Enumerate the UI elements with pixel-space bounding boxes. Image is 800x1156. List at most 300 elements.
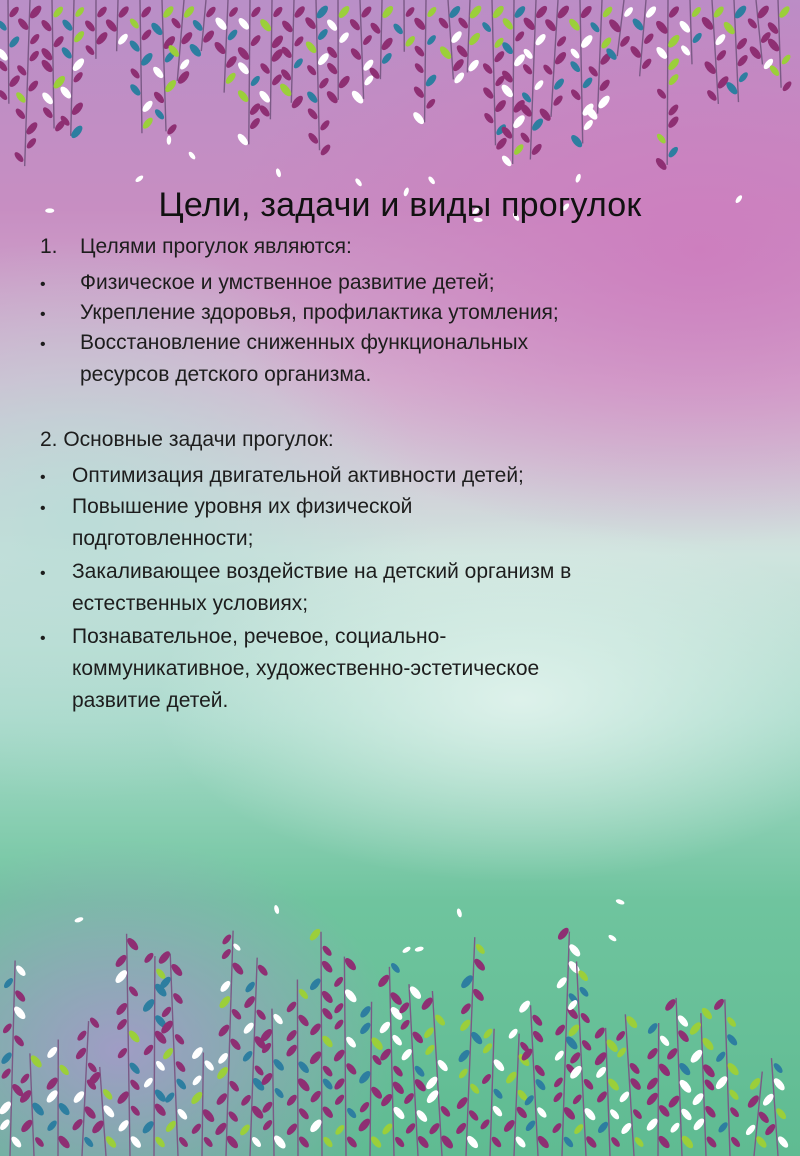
leaf-shape — [500, 154, 513, 168]
leaf-shape — [221, 933, 233, 946]
leaf-shape — [74, 6, 86, 19]
leaf-shape — [140, 28, 153, 42]
leaf-shape — [531, 1029, 545, 1044]
leaf-shape — [178, 58, 191, 71]
leaf-shape — [190, 1045, 205, 1060]
leaf-shape — [297, 987, 309, 1000]
leaf-shape — [39, 46, 54, 62]
leaf-shape — [76, 1029, 88, 1042]
leaf-shape — [393, 1135, 406, 1148]
leaf-shape — [412, 16, 427, 32]
list-item-continuation: ресурсов детского организма. — [80, 363, 372, 386]
list-item: Оптимизация двигательной активности детей; — [72, 464, 524, 487]
leaf-shape — [309, 1089, 323, 1104]
leaf-shape — [712, 997, 726, 1011]
leaf-shape — [250, 5, 263, 19]
leaf-shape — [129, 1078, 142, 1092]
leaf-shape — [2, 977, 14, 990]
leaf-shape — [176, 1107, 189, 1121]
list-item-continuation: естественных условиях; — [72, 592, 309, 615]
leaf-shape — [369, 1085, 384, 1101]
leaf-shape — [381, 1122, 394, 1136]
leaf-shape — [114, 1001, 129, 1017]
leaf-shape — [127, 1029, 142, 1044]
leaf-shape — [191, 18, 204, 32]
leaf-shape — [391, 1064, 404, 1078]
leaf-shape — [83, 19, 96, 33]
bullet-icon: • — [40, 565, 46, 582]
leaf-shape — [285, 1000, 298, 1014]
leaf-shape — [534, 1077, 547, 1091]
leaf-shape — [249, 74, 261, 87]
leaf-shape — [14, 91, 27, 105]
leaf-shape — [321, 1077, 334, 1091]
leaf-shape — [14, 964, 27, 978]
leaf-shape — [493, 50, 506, 64]
leaf-shape — [224, 54, 238, 69]
leaf-shape — [308, 1022, 322, 1037]
leaf-shape — [0, 1051, 14, 1066]
leaf-shape — [646, 1021, 659, 1035]
vine-stem — [297, 980, 298, 1156]
leaf-shape — [204, 5, 217, 19]
leaf-shape — [600, 36, 614, 50]
leaf-shape — [152, 90, 166, 105]
leaf-shape — [272, 1012, 285, 1026]
leaf-shape — [166, 123, 179, 137]
leaf-shape — [401, 946, 411, 955]
leaf-shape — [33, 1136, 45, 1149]
leaf-shape — [316, 27, 329, 41]
vine-stem — [291, 0, 294, 103]
leaf-shape — [219, 979, 232, 993]
leaf-shape — [285, 1028, 299, 1043]
vine-stem — [117, 0, 118, 51]
leaf-shape — [257, 89, 271, 104]
leaf-shape — [554, 1023, 567, 1037]
list-item: Познавательное, речевое, социально- — [72, 625, 447, 648]
leaf-shape — [578, 985, 590, 998]
leaf-shape — [170, 16, 183, 29]
vine-stem — [701, 1013, 706, 1156]
leaf-shape — [72, 71, 85, 84]
leaf-shape — [598, 78, 612, 93]
leaf-shape — [666, 57, 681, 73]
leaf-shape — [333, 975, 345, 988]
leaf-shape — [334, 1123, 346, 1136]
leaf-shape — [344, 1035, 357, 1049]
vine-stem — [513, 0, 514, 164]
leaf-shape — [425, 97, 437, 110]
leaf-shape — [427, 175, 436, 185]
leaf-shape — [433, 1013, 446, 1027]
leaf-shape — [338, 31, 351, 45]
leaf-shape — [404, 6, 416, 19]
leaf-shape — [533, 1063, 547, 1078]
leaf-shape — [94, 30, 109, 46]
vine-stem — [380, 0, 382, 79]
leaf-shape — [667, 73, 680, 87]
leaf-shape — [414, 946, 424, 953]
leaf-shape — [404, 34, 417, 48]
leaf-shape — [717, 1121, 730, 1134]
leaf-shape — [345, 1106, 358, 1119]
vine-stem — [658, 1023, 659, 1156]
leaf-shape — [58, 1063, 71, 1076]
leaf-shape — [0, 1067, 12, 1080]
leaf-shape — [777, 5, 791, 20]
leaf-shape — [232, 942, 242, 952]
leaf-shape — [13, 151, 25, 164]
leaf-shape — [242, 1021, 256, 1035]
bullet-icon: • — [40, 469, 46, 486]
leaf-shape — [729, 1106, 741, 1119]
leaf-shape — [16, 17, 30, 32]
leaf-shape — [164, 1119, 178, 1133]
leaf-shape — [633, 1136, 645, 1149]
vine-stem — [425, 0, 426, 122]
leaf-shape — [71, 1117, 85, 1132]
leaf-shape — [333, 1002, 345, 1015]
vine-stem — [771, 1058, 778, 1156]
leaf-shape — [534, 32, 548, 47]
leaf-shape — [744, 1123, 757, 1137]
leaf-shape — [114, 953, 129, 969]
leaf-shape — [402, 1091, 415, 1105]
leaf-shape — [285, 1122, 299, 1137]
vine-stem — [690, 0, 692, 64]
leaf-shape — [772, 1062, 784, 1075]
leaf-shape — [439, 1104, 452, 1118]
leaf-shape — [255, 1008, 268, 1021]
leaf-shape — [504, 1070, 518, 1085]
leaf-shape — [333, 1077, 347, 1092]
leaf-shape — [512, 143, 525, 157]
leaf-shape — [173, 1033, 186, 1046]
leaf-shape — [555, 976, 569, 990]
leaf-shape — [669, 1121, 681, 1134]
leaf-shape — [0, 1118, 11, 1132]
leaf-shape — [228, 1079, 241, 1093]
leaf-shape — [28, 32, 41, 45]
page-title: Цели, задачи и виды прогулок — [158, 186, 642, 224]
leaf-shape — [237, 16, 251, 31]
leaf-shape — [337, 74, 352, 90]
section2-heading: 2. Основные задачи прогулок: — [40, 428, 334, 451]
leaf-shape — [272, 5, 284, 18]
leaf-shape — [248, 116, 261, 130]
leaf-shape — [587, 65, 600, 78]
leaf-shape — [285, 1093, 298, 1107]
leaf-shape — [160, 1005, 173, 1019]
leaf-shape — [127, 985, 139, 998]
leaf-shape — [644, 5, 658, 20]
leaf-shape — [568, 1051, 582, 1066]
leaf-shape — [272, 1057, 286, 1072]
leaf-shape — [551, 1122, 563, 1135]
leaf-shape — [521, 63, 533, 76]
leaf-shape — [322, 1135, 335, 1148]
leaf-shape — [128, 82, 142, 97]
leaf-shape — [308, 927, 322, 942]
leaf-shape — [104, 1135, 118, 1150]
leaf-shape — [333, 1093, 346, 1106]
leaf-shape — [458, 1018, 472, 1033]
leaf-shape — [676, 1028, 690, 1043]
leaf-shape — [60, 46, 74, 61]
leaf-shape — [411, 110, 426, 126]
leaf-shape — [82, 1135, 94, 1148]
leaf-shape — [667, 145, 680, 159]
leaf-shape — [304, 40, 318, 55]
leaf-shape — [128, 1061, 142, 1076]
leaf-shape — [422, 1026, 435, 1040]
leaf-shape — [203, 1059, 216, 1072]
leaf-shape — [679, 44, 691, 57]
leaf-shape — [593, 1026, 607, 1040]
vine-stem — [140, 0, 142, 133]
leaf-shape — [129, 67, 141, 80]
leaf-shape — [655, 132, 667, 145]
leaf-shape — [0, 59, 9, 73]
leaf-shape — [552, 1076, 564, 1089]
leaf-shape — [273, 1087, 285, 1100]
leaf-shape — [640, 57, 653, 71]
leaf-shape — [705, 89, 718, 103]
leaf-shape — [531, 1013, 544, 1027]
leaf-shape — [579, 4, 594, 20]
leaf-shape — [321, 1064, 334, 1078]
list-item: Физическое и умственное развитие детей; — [80, 271, 495, 294]
leaf-shape — [345, 1135, 358, 1149]
vine-stem — [8, 0, 9, 104]
leaf-shape — [412, 85, 426, 100]
leaf-shape — [45, 1045, 59, 1059]
leaf-shape — [261, 1118, 274, 1131]
leaf-shape — [284, 1043, 298, 1058]
bullet-icon: • — [40, 630, 46, 647]
leaf-shape — [61, 18, 75, 33]
leaf-shape — [129, 1104, 141, 1117]
leaf-shape — [457, 1067, 469, 1080]
leaf-shape — [481, 1042, 494, 1055]
leaf-shape — [332, 1048, 346, 1063]
leaf-shape — [589, 21, 601, 34]
leaf-shape — [244, 980, 257, 994]
leaf-shape — [349, 47, 363, 62]
leaf-shape — [411, 1030, 425, 1045]
leaf-shape — [380, 4, 395, 20]
leaf-shape — [1, 1022, 13, 1035]
leaf-shape — [348, 17, 362, 32]
leaf-shape — [319, 119, 332, 132]
leaf-shape — [579, 1011, 591, 1024]
leaf-shape — [190, 1122, 203, 1135]
leaf-shape — [569, 88, 582, 102]
leaf-shape — [513, 4, 527, 19]
leaf-shape — [0, 89, 9, 102]
leaf-shape — [297, 1107, 310, 1121]
leaf-shape — [52, 34, 66, 49]
leaf-shape — [581, 76, 594, 90]
leaf-shape — [72, 29, 86, 44]
leaf-shape — [467, 58, 481, 73]
leaf-shape — [481, 86, 495, 101]
leaf-shape — [780, 53, 792, 66]
leaf-shape — [569, 47, 581, 60]
leaf-shape — [45, 1076, 60, 1092]
vine-stem — [344, 957, 346, 1156]
leaf-shape — [610, 1136, 622, 1149]
leaf-shape — [472, 957, 487, 972]
leaf-shape — [139, 5, 152, 19]
section1-number: 1. — [40, 235, 58, 258]
leaf-shape — [400, 1047, 414, 1062]
leaf-shape — [187, 151, 196, 161]
leaf-shape — [492, 1087, 504, 1100]
leaf-shape — [679, 1107, 693, 1122]
leaf-shape — [667, 5, 681, 20]
leaf-shape — [86, 1061, 98, 1074]
leaf-shape — [261, 1100, 274, 1114]
leaf-shape — [654, 45, 669, 61]
leaf-shape — [142, 1043, 155, 1057]
leaf-shape — [95, 5, 108, 19]
leaf-shape — [645, 1076, 660, 1092]
leaf-shape — [517, 999, 532, 1015]
leaf-shape — [573, 1123, 585, 1136]
leaf-shape — [524, 1119, 537, 1133]
vine-stem — [249, 0, 250, 144]
leaf-shape — [333, 1018, 345, 1031]
leaf-shape — [569, 60, 582, 74]
leaf-shape — [726, 1016, 738, 1029]
bullet-icon: • — [40, 276, 46, 293]
leaf-shape — [712, 5, 726, 19]
leaf-shape — [320, 1006, 334, 1021]
leaf-shape — [692, 1117, 706, 1132]
leaf-shape — [728, 1088, 741, 1101]
leaf-shape — [690, 5, 702, 18]
leaf-shape — [58, 85, 73, 100]
leaf-shape — [736, 53, 750, 68]
leaf-shape — [8, 5, 21, 19]
leaf-shape — [705, 1135, 718, 1149]
leaf-shape — [676, 1014, 690, 1029]
leaf-shape — [308, 977, 322, 992]
leaf-shape — [216, 1051, 229, 1065]
leaf-shape — [584, 1135, 598, 1150]
leaf-shape — [236, 60, 251, 76]
leaf-shape — [369, 21, 382, 35]
leaf-shape — [8, 74, 22, 89]
leaf-shape — [781, 80, 793, 93]
leaf-shape — [392, 22, 405, 36]
leaf-shape — [15, 64, 28, 77]
leaf-shape — [456, 908, 463, 918]
leaf-shape — [620, 1121, 634, 1135]
leaf-shape — [238, 1123, 251, 1137]
vine-stem — [52, 0, 54, 129]
leaf-shape — [46, 1119, 59, 1133]
leaf-shape — [161, 5, 175, 20]
leaf-shape — [665, 1046, 679, 1061]
leaf-shape — [658, 1034, 671, 1047]
leaf-shape — [575, 173, 582, 183]
vine-stem — [492, 0, 496, 145]
leaf-shape — [236, 132, 250, 147]
leaf-shape — [305, 64, 317, 77]
leaf-shape — [519, 131, 531, 144]
leaf-shape — [413, 1064, 426, 1078]
leaf-shape — [41, 106, 54, 120]
leaf-shape — [229, 1037, 243, 1052]
leaf-shape — [72, 1089, 86, 1104]
leaf-shape — [141, 99, 155, 114]
leaf-shape — [358, 1100, 371, 1113]
leaf-shape — [253, 1064, 265, 1077]
leaf-shape — [241, 1049, 254, 1063]
leaf-shape — [227, 6, 239, 19]
leaf-shape — [116, 32, 129, 46]
leaf-shape — [552, 94, 565, 107]
leaf-shape — [654, 156, 669, 171]
leaf-shape — [542, 63, 554, 76]
leaf-shape — [492, 1058, 506, 1073]
leaf-shape — [453, 71, 466, 85]
leaf-shape — [535, 1106, 548, 1120]
leaf-shape — [307, 131, 320, 145]
leaf-shape — [19, 1072, 31, 1085]
leaf-shape — [606, 1077, 621, 1092]
vine-stem — [201, 0, 206, 51]
leaf-shape — [25, 137, 38, 151]
leaf-shape — [646, 1046, 660, 1061]
leaf-shape — [161, 1046, 175, 1060]
leaf-shape — [404, 1122, 417, 1136]
leaf-shape — [279, 68, 293, 82]
leaf-shape — [236, 89, 250, 104]
leaf-shape — [746, 17, 759, 30]
leaf-shape — [700, 1006, 714, 1021]
leaf-shape — [552, 1091, 564, 1104]
leaf-shape — [239, 1093, 252, 1107]
leaf-shape — [479, 1118, 491, 1131]
leaf-shape — [678, 19, 692, 34]
leaf-shape — [115, 1017, 128, 1031]
vine-stem — [10, 960, 15, 1156]
leaf-shape — [501, 16, 515, 31]
leaf-shape — [391, 1033, 404, 1047]
leaf-shape — [426, 5, 438, 18]
list-item: Укрепление здоровья, профилактика утомления; — [80, 301, 559, 324]
leaf-shape — [292, 57, 304, 70]
leaf-shape — [481, 21, 493, 34]
leaf-shape — [594, 1065, 608, 1079]
leaf-shape — [0, 19, 8, 32]
leaf-shape — [582, 118, 594, 131]
leaf-shape — [84, 44, 96, 57]
leaf-shape — [530, 142, 544, 156]
leaf-shape — [117, 5, 131, 20]
leaf-shape — [344, 1062, 358, 1077]
vine-stem — [202, 1053, 203, 1156]
leaf-shape — [151, 65, 165, 80]
leaf-shape — [413, 62, 425, 75]
leaf-shape — [428, 1121, 442, 1135]
leaf-shape — [514, 1135, 527, 1149]
leaf-shape — [582, 1077, 595, 1091]
